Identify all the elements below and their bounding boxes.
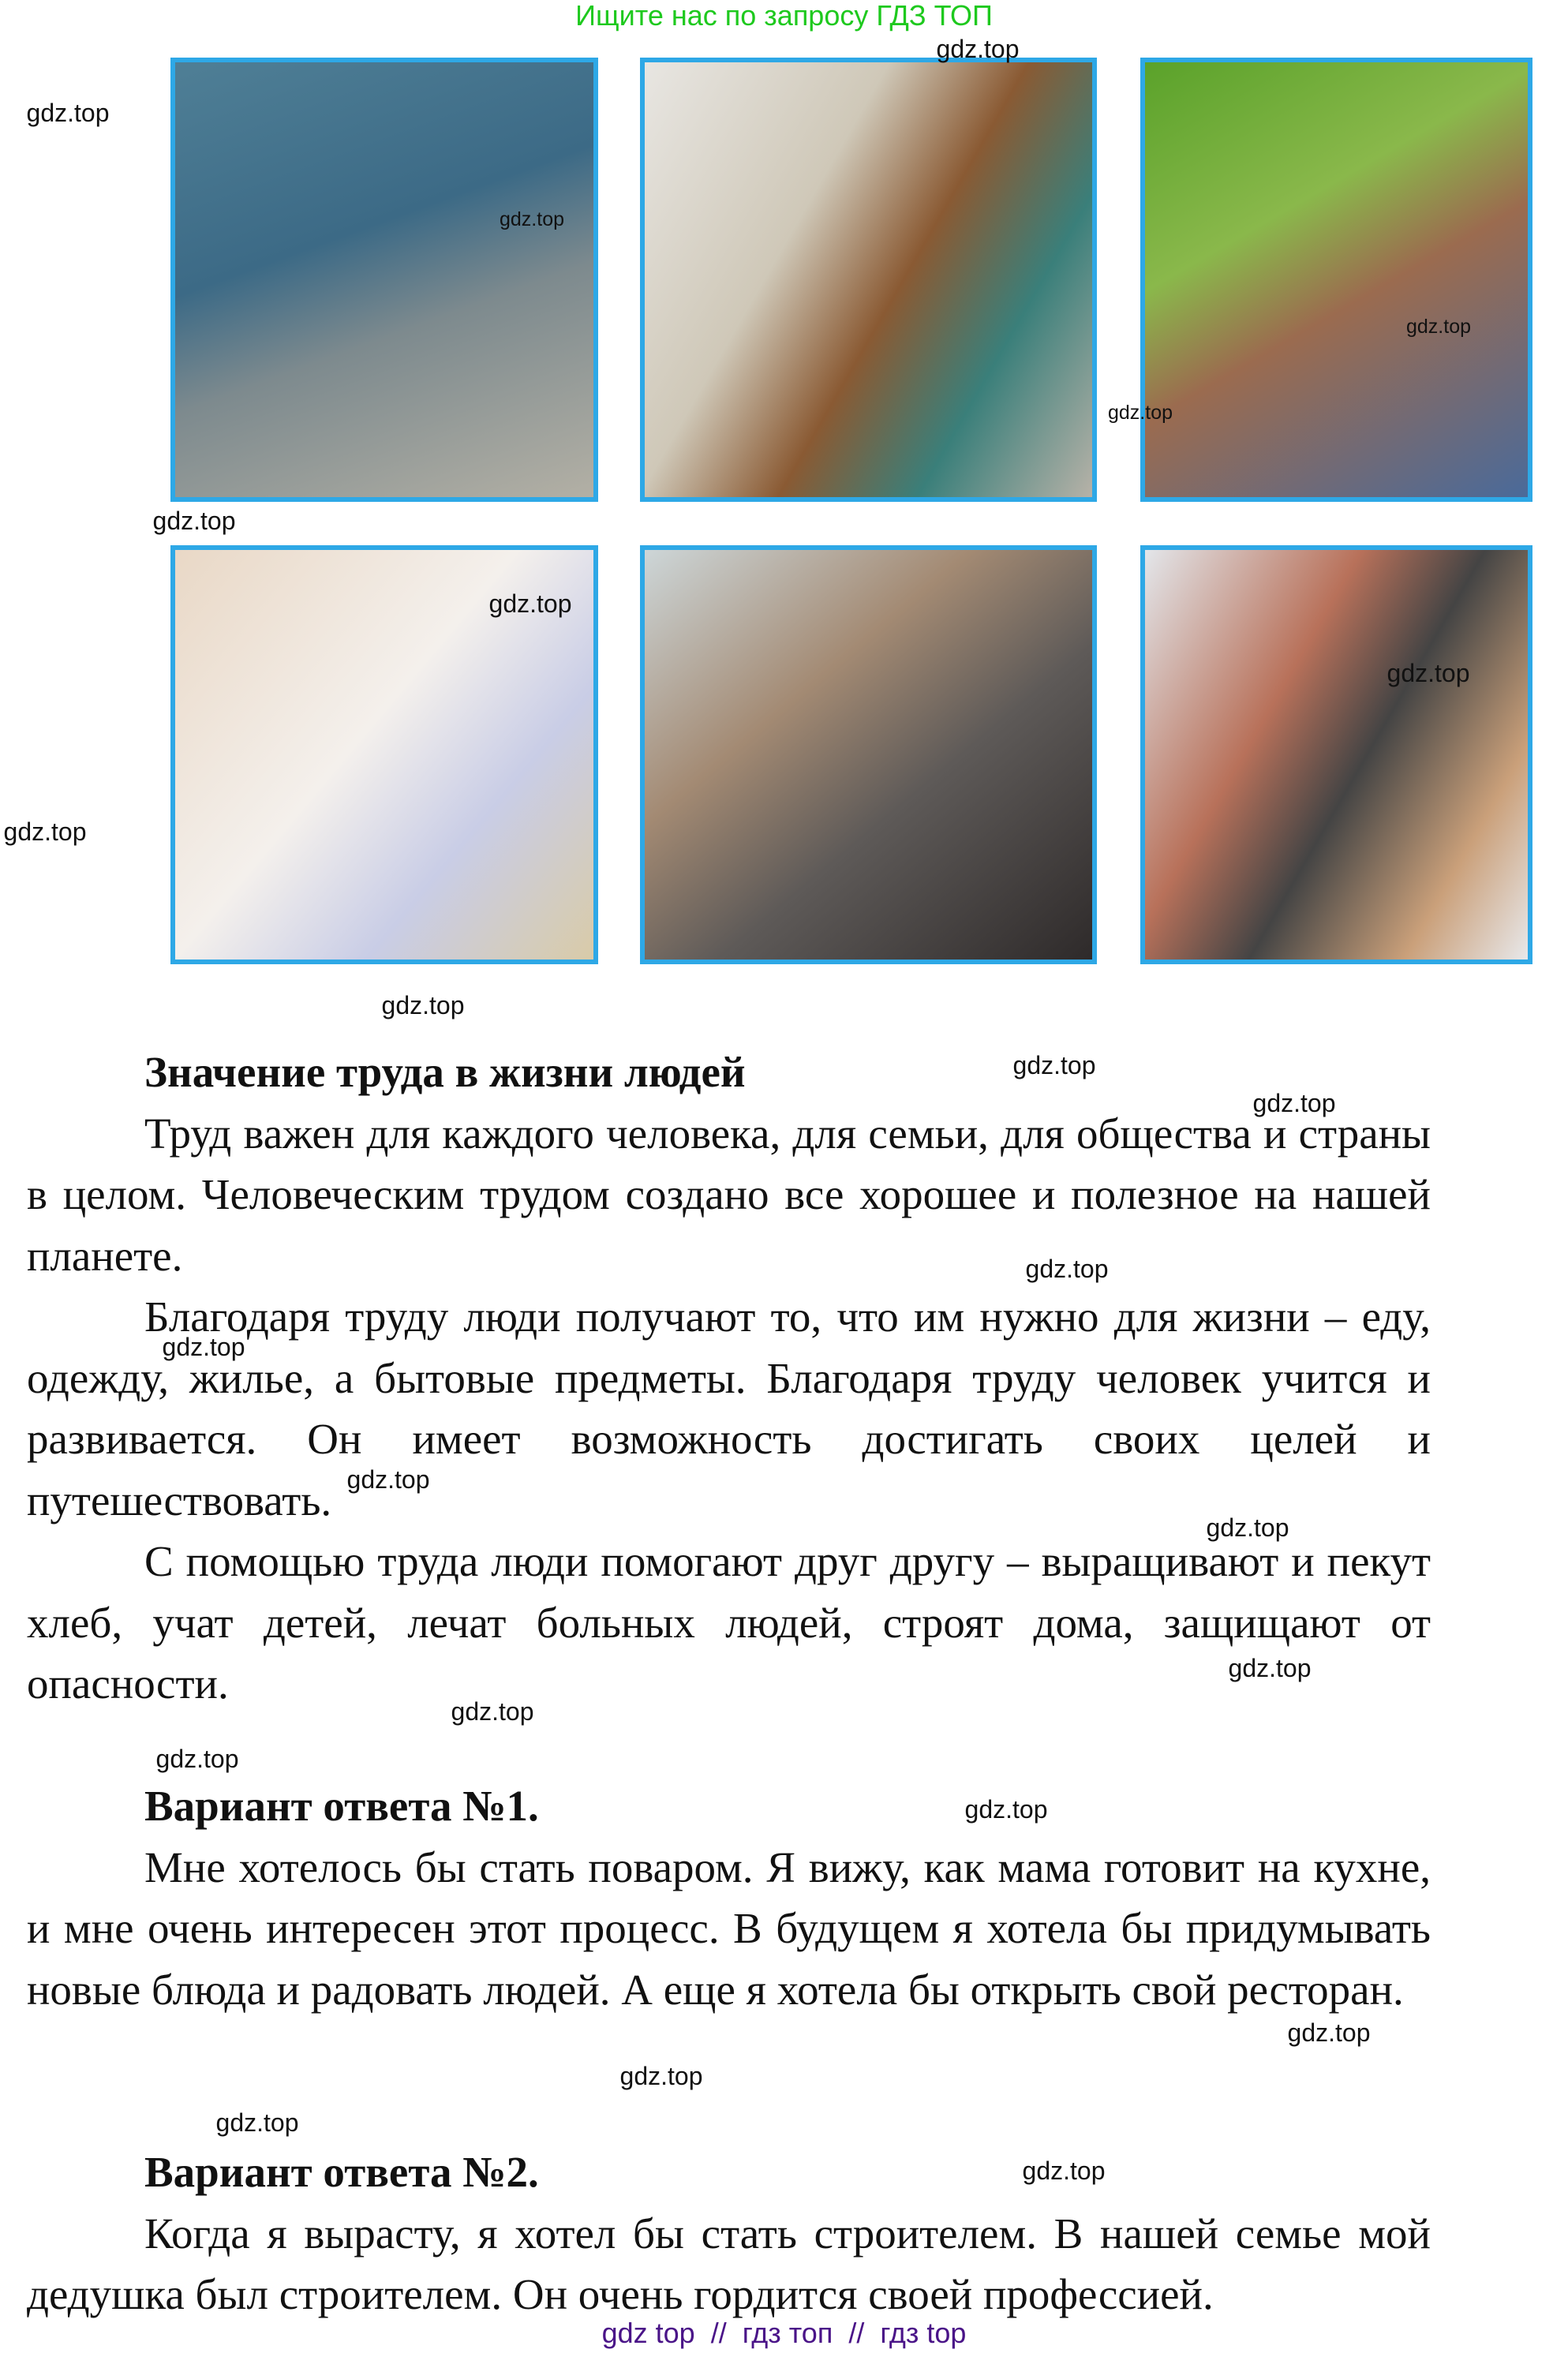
watermark: gdz.top bbox=[1387, 659, 1470, 687]
answer-variant-1 bbox=[27, 1775, 1431, 2020]
watermark: gdz.top bbox=[381, 991, 465, 1019]
watermark: gdz.top bbox=[1025, 1255, 1109, 1283]
watermark: gdz.top bbox=[3, 817, 87, 846]
watermark: gdz.top bbox=[964, 1795, 1048, 1824]
section-work-importance bbox=[27, 1042, 1431, 1715]
footer-links[interactable]: gdz top // гдз топ // гдз top bbox=[601, 2317, 967, 2349]
search-banner[interactable]: Ищите нас по запросу ГДЗ ТОП bbox=[575, 0, 993, 32]
answer-variant-2 bbox=[27, 2142, 1431, 2325]
watermark: gdz.top bbox=[215, 2108, 299, 2137]
watermark: gdz.top bbox=[346, 1465, 430, 1494]
watermark: gdz.top bbox=[1022, 2157, 1106, 2185]
watermark: gdz.top bbox=[1228, 1654, 1312, 1682]
photo-driver bbox=[640, 545, 1097, 964]
watermark: gdz.top bbox=[1287, 2018, 1371, 2047]
variant-text: Когда я вырасту, я хотел бы стать строителем. В нашей семье мой дедушка был строителем. Он очень гордится своей профессией. bbox=[27, 2209, 1431, 2318]
watermark: gdz.top bbox=[1252, 1089, 1336, 1117]
watermark: gdz.top bbox=[499, 208, 565, 230]
watermark: gdz.top bbox=[26, 99, 110, 127]
section-title: Значение труда в жизни людей bbox=[144, 1048, 746, 1096]
watermark: gdz.top bbox=[1012, 1051, 1096, 1079]
photo-photographer bbox=[1140, 58, 1532, 502]
watermark: gdz.top bbox=[451, 1697, 534, 1726]
watermark: gdz.top bbox=[1405, 316, 1472, 338]
variant-title: Вариант ответа №2. bbox=[144, 2148, 539, 2196]
watermark: gdz.top bbox=[488, 589, 572, 618]
watermark: gdz.top bbox=[1107, 402, 1173, 424]
variant-title: Вариант ответа №1. bbox=[144, 1782, 539, 1830]
photo-milkmaid bbox=[640, 58, 1097, 502]
watermark: gdz.top bbox=[619, 2062, 703, 2090]
watermark: gdz.top bbox=[1206, 1513, 1289, 1542]
paragraph: С помощью труда люди помогают друг другу – выращивают и пекут хлеб, учат детей, лечат больных людей, строят дома, защищают от опасности. bbox=[27, 1537, 1431, 1708]
photo-painter bbox=[170, 58, 598, 502]
watermark: gdz.top bbox=[936, 35, 1020, 63]
watermark: gdz.top bbox=[162, 1333, 245, 1361]
variant-text: Мне хотелось бы стать поваром. Я вижу, как мама готовит на кухне, и мне очень интересен этот процесс. В будущем я хотела бы придумывать новые блюда и радовать людей. А еще я хотела бы открыть свой ресторан. bbox=[27, 1842, 1431, 2014]
watermark: gdz.top bbox=[155, 1745, 239, 1773]
photo-hairdresser bbox=[1140, 545, 1532, 964]
watermark: gdz.top bbox=[152, 507, 236, 535]
paragraph: Труд важен для каждого человека, для семьи, для общества и страны в целом. Человеческим трудом создано все хорошее и полезное на нашей планете. bbox=[27, 1109, 1431, 1280]
paragraph: Благодаря труду люди получают то, что им нужно для жизни – еду, одежду, жилье, а бытовые предметы. Благодаря труду человек учится и развивается. Он имеет возможность достигать своих целей и путешествовать. bbox=[27, 1292, 1431, 1524]
